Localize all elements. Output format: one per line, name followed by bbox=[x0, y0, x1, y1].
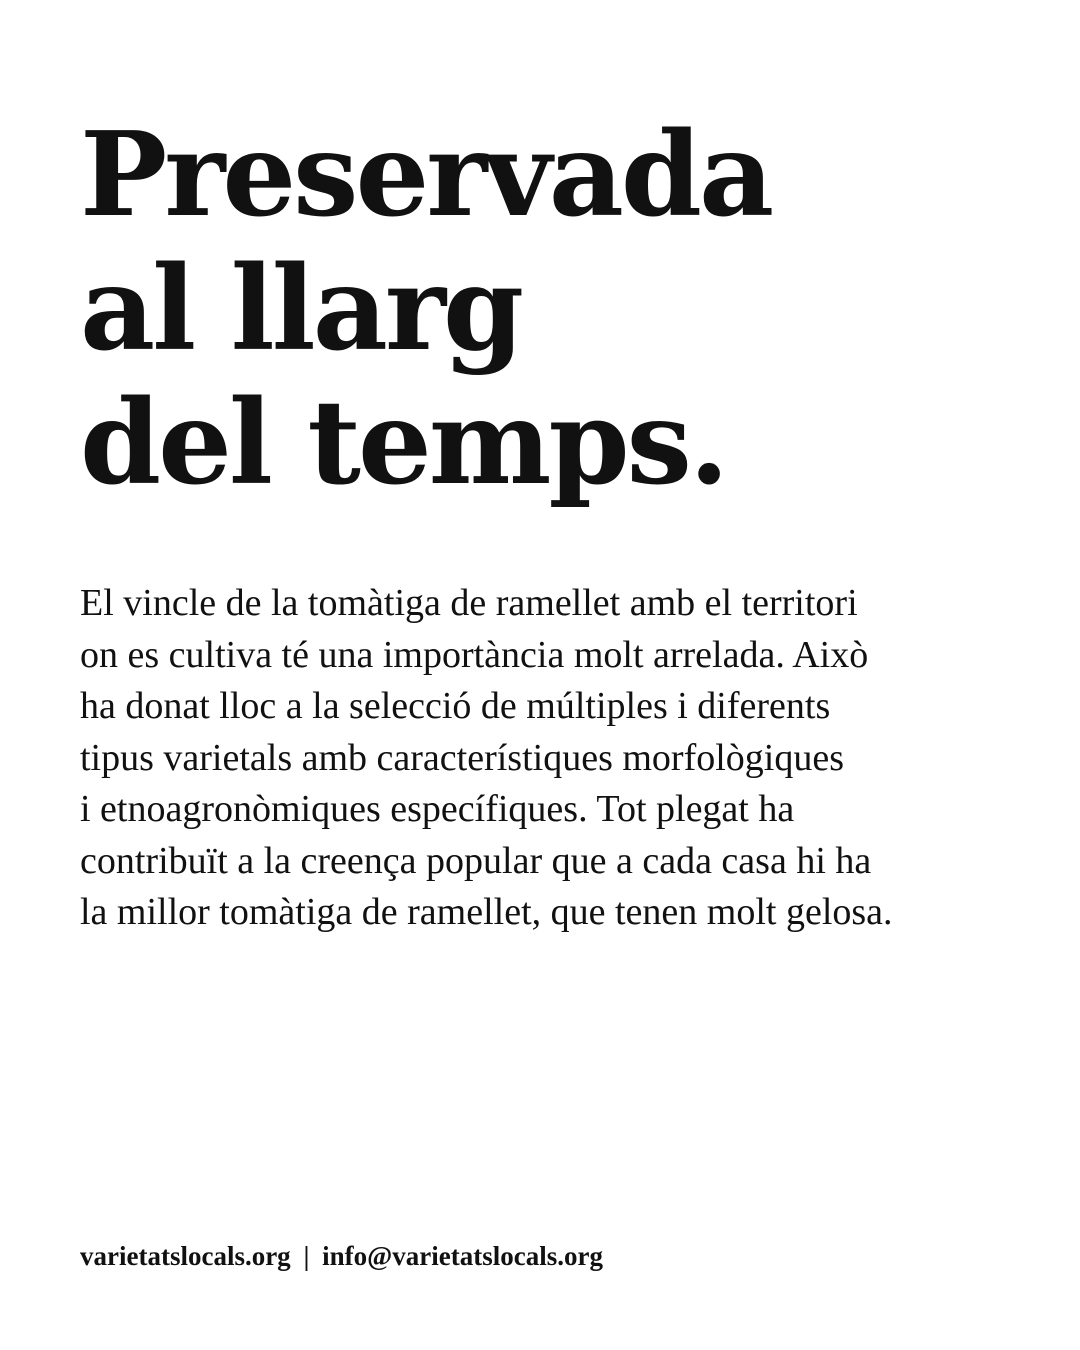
title-line: al llarg bbox=[80, 241, 522, 377]
website-link[interactable]: varietatslocals.org bbox=[80, 1241, 291, 1271]
body-line: i etnoagronòmiques específiques. Tot plegat ha bbox=[80, 788, 795, 830]
footer-contact bbox=[80, 1238, 603, 1274]
body-line: El vincle de la tomàtiga de ramellet amb el territori bbox=[80, 582, 858, 624]
body-line: contribuït a la creença popular que a cada casa hi ha bbox=[80, 839, 872, 882]
title-line: del temps. bbox=[80, 375, 727, 511]
body-line: la millor tomàtiga de ramellet, que tenen molt gelosa. bbox=[80, 891, 893, 933]
page-title bbox=[80, 108, 771, 510]
body-line: on es cultiva té una importància molt arrelada. Això bbox=[80, 633, 869, 676]
footer-separator: | bbox=[303, 1241, 310, 1271]
body-line: ha donat lloc a la selecció de múltiples i diferents bbox=[80, 685, 831, 727]
body-line: tipus varietals amb característiques morfològiques bbox=[80, 736, 844, 779]
body-paragraph bbox=[80, 578, 1040, 939]
title-line: Preservada bbox=[80, 107, 772, 243]
email-link[interactable]: info@varietatslocals.org bbox=[322, 1241, 603, 1271]
